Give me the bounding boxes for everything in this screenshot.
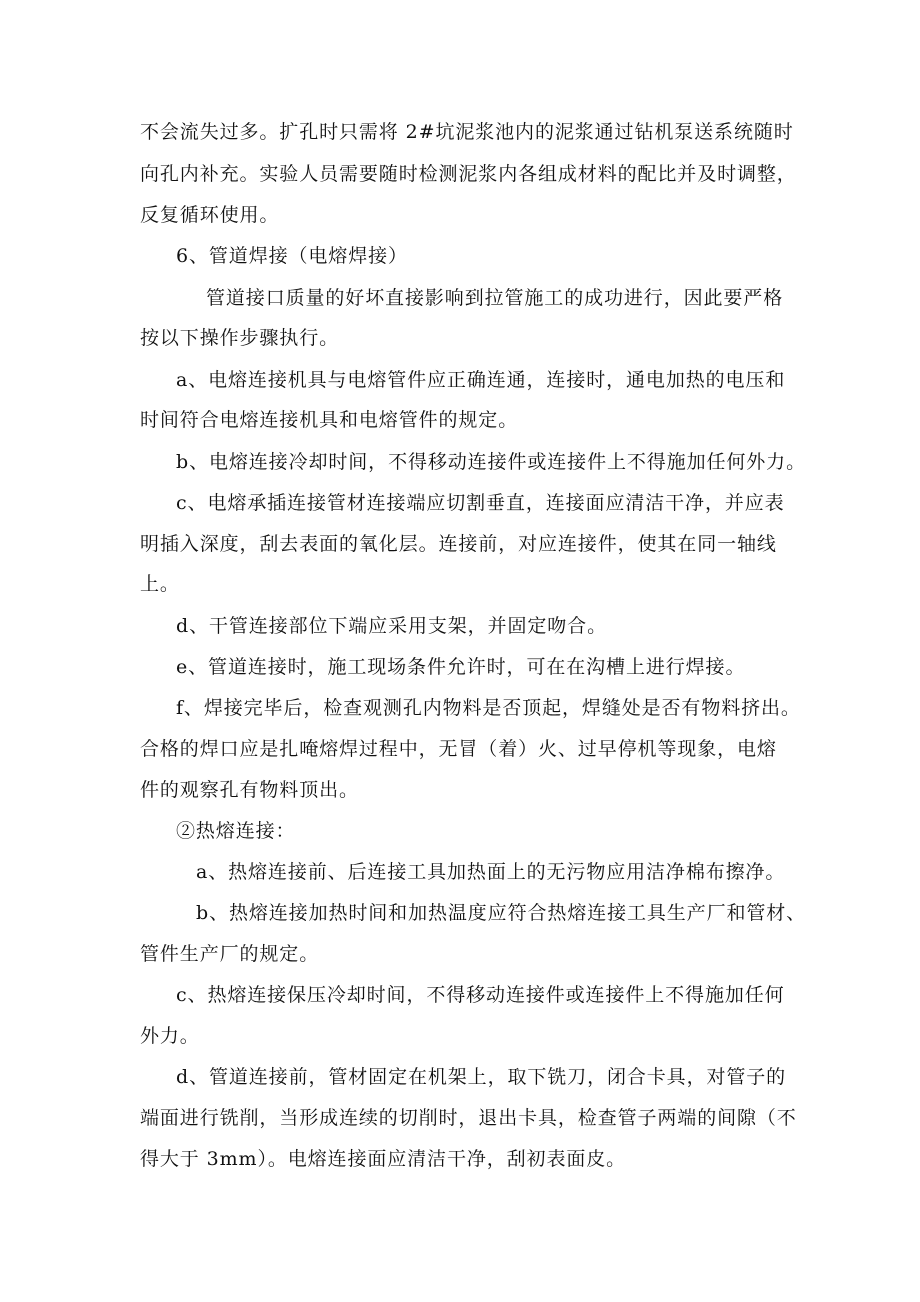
text-line: c、热熔连接保压冷却时间，不得移动连接件或连接件上不得施加任何: [176, 984, 785, 1006]
text-line: 合格的焊口应是扎唵熔焊过程中，无冒（着）火、过早停机等现象，电熔: [140, 738, 777, 760]
section-heading: 6、管道焊接（电熔焊接）: [176, 245, 408, 267]
section-heading: ②热熔连接：: [176, 820, 296, 842]
text-line: 不会流失过多。扩孔时只需将 2#坑泥浆池内的泥浆通过钻机泵送系统随时: [140, 121, 794, 143]
text-line: c、电熔承插连接管材连接端应切割垂直，连接面应清洁干净，并应表: [176, 492, 785, 514]
text-line: a、电熔连接机具与电熔管件应正确连通，连接时，通电加热的电压和: [176, 369, 786, 391]
text-line: 反复循环使用。: [140, 204, 280, 226]
text-line: b、电熔连接冷却时间，不得移动连接件或连接件上不得施加任何外力。: [176, 451, 806, 473]
text-line: d、干管连接部位下端应采用支架，并固定吻合。: [176, 615, 607, 637]
text-line: a、热熔连接前、后连接工具加热面上的无污物应用洁净棉布擦净。: [196, 861, 786, 883]
text-line: f、焊接完毕后，检查观测孔内物料是否顶起，焊缝处是否有物料挤出。: [176, 697, 801, 719]
text-line: 时间符合电熔连接机具和电熔管件的规定。: [140, 409, 519, 431]
text-line: 管道接口质量的好坏直接影响到拉管施工的成功进行，因此要严格: [206, 287, 784, 309]
text-line: 按以下操作步骤执行。: [140, 327, 340, 349]
text-line: 明插入深度，刮去表面的氧化层。连接前，对应连接件，使其在同一轴线: [140, 533, 777, 555]
text-line: b、热熔连接加热时间和加热温度应符合热熔连接工具生产厂和管材、: [196, 902, 807, 924]
text-line: 得大于 3mm）。电熔连接面应清洁干净，刮初表面皮。: [140, 1148, 627, 1170]
text-line: 件的观察孔有物料顶出。: [140, 779, 359, 801]
text-line: 端面进行铣削，当形成连续的切削时，退出卡具，检查管子两端的间隙（不: [140, 1107, 797, 1129]
text-line: e、管道连接时，施工现场条件允许时，可在在沟槽上进行焊接。: [176, 656, 746, 678]
text-line: 外力。: [140, 1025, 200, 1047]
text-line: 向孔内补充。实验人员需要随时检测泥浆内各组成材料的配比并及时调整，: [140, 163, 797, 185]
text-line: d、管道连接前，管材固定在机架上，取下铣刀，闭合卡具，对管子的: [176, 1066, 787, 1088]
text-line: 上。: [140, 573, 180, 595]
text-line: 管件生产厂的规定。: [140, 943, 320, 965]
